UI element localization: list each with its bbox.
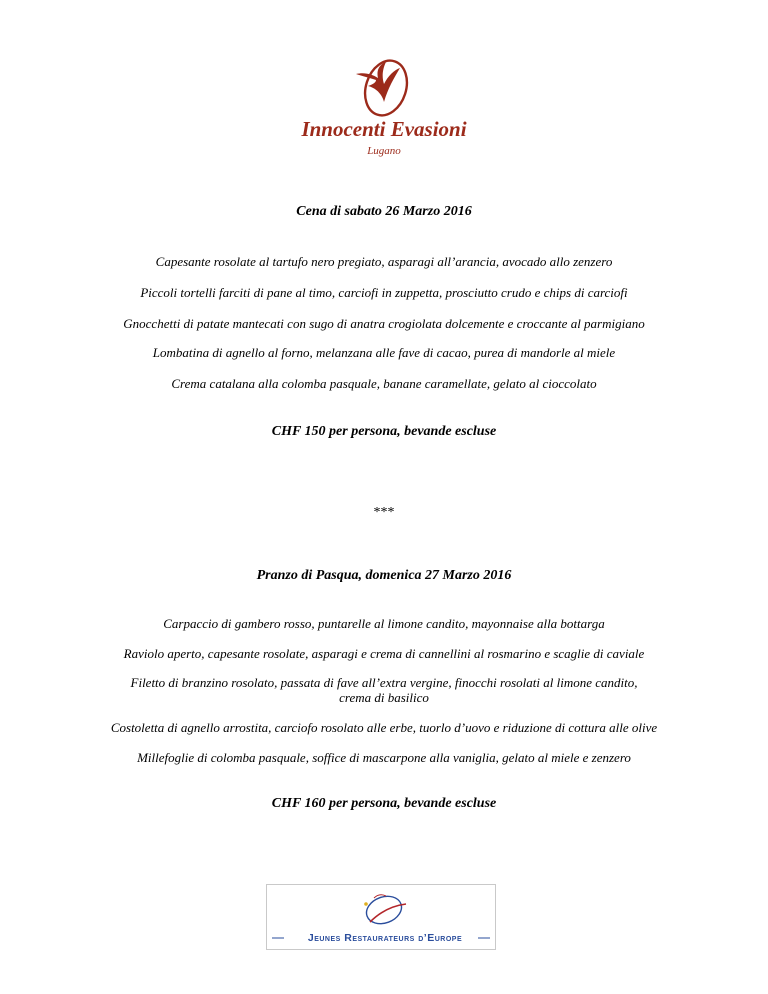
dinner-dish: Lombatina di agnello al forno, melanzana alle fave di cacao, purea di mandorle al miele bbox=[152, 345, 616, 360]
dinner-dish: Crema catalana alla colomba pasquale, banane caramellate, gelato al cioccolato bbox=[171, 376, 597, 391]
lunch-title: Pranzo di Pasqua, domenica 27 Marzo 2016 bbox=[256, 568, 512, 583]
jre-association-name: Jeunes Restaurateurs d’Europe bbox=[307, 932, 463, 944]
dinner-dish: Capesante rosolate al tartufo nero pregiato, asparagi all’arancia, avocado allo zenzero bbox=[155, 254, 613, 269]
lunch-dish: Millefoglie di colomba pasquale, soffice di mascarpone alla vaniglia, gelato al miele e zenzero bbox=[137, 750, 631, 765]
dinner-title: Cena di sabato 26 Marzo 2016 bbox=[296, 204, 472, 219]
lunch-price: CHF 160 per persona, bevande escluse bbox=[271, 796, 497, 811]
dinner-price: CHF 150 per persona, bevande escluse bbox=[271, 424, 497, 439]
brand-name: Innocenti Evasioni bbox=[301, 117, 467, 141]
lunch-dish: Carpaccio di gambero rosso, puntarelle al limone candito, mayonnaise alla bottarga bbox=[163, 616, 605, 631]
swallow-logo-icon bbox=[346, 52, 420, 126]
lunch-dish: Costoletta di agnello arrostita, carciofo rosolato alle erbe, tuorlo d’uovo e riduzione di cottura alle olive bbox=[110, 720, 658, 735]
dinner-dish: Piccoli tortelli farciti di pane al timo, carciofi in zuppetta, prosciutto crudo e chips di carciofi bbox=[140, 285, 628, 300]
lunch-dish: crema di basilico bbox=[339, 690, 429, 705]
dinner-dish: Gnocchetti di patate mantecati con sugo di anatra crogiolata dolcemente e croccante al parmigiano bbox=[123, 316, 645, 331]
section-separator: *** bbox=[373, 505, 395, 520]
lunch-dish: Filetto di branzino rosolato, passata di fave all’extra vergine, finocchi rosolati al limone candito, bbox=[130, 675, 638, 690]
brand-city: Lugano bbox=[367, 145, 401, 157]
lunch-dish: Raviolo aperto, capesante rosolate, asparagi e crema di cannellini al rosmarino e scaglie di caviale bbox=[123, 646, 645, 661]
